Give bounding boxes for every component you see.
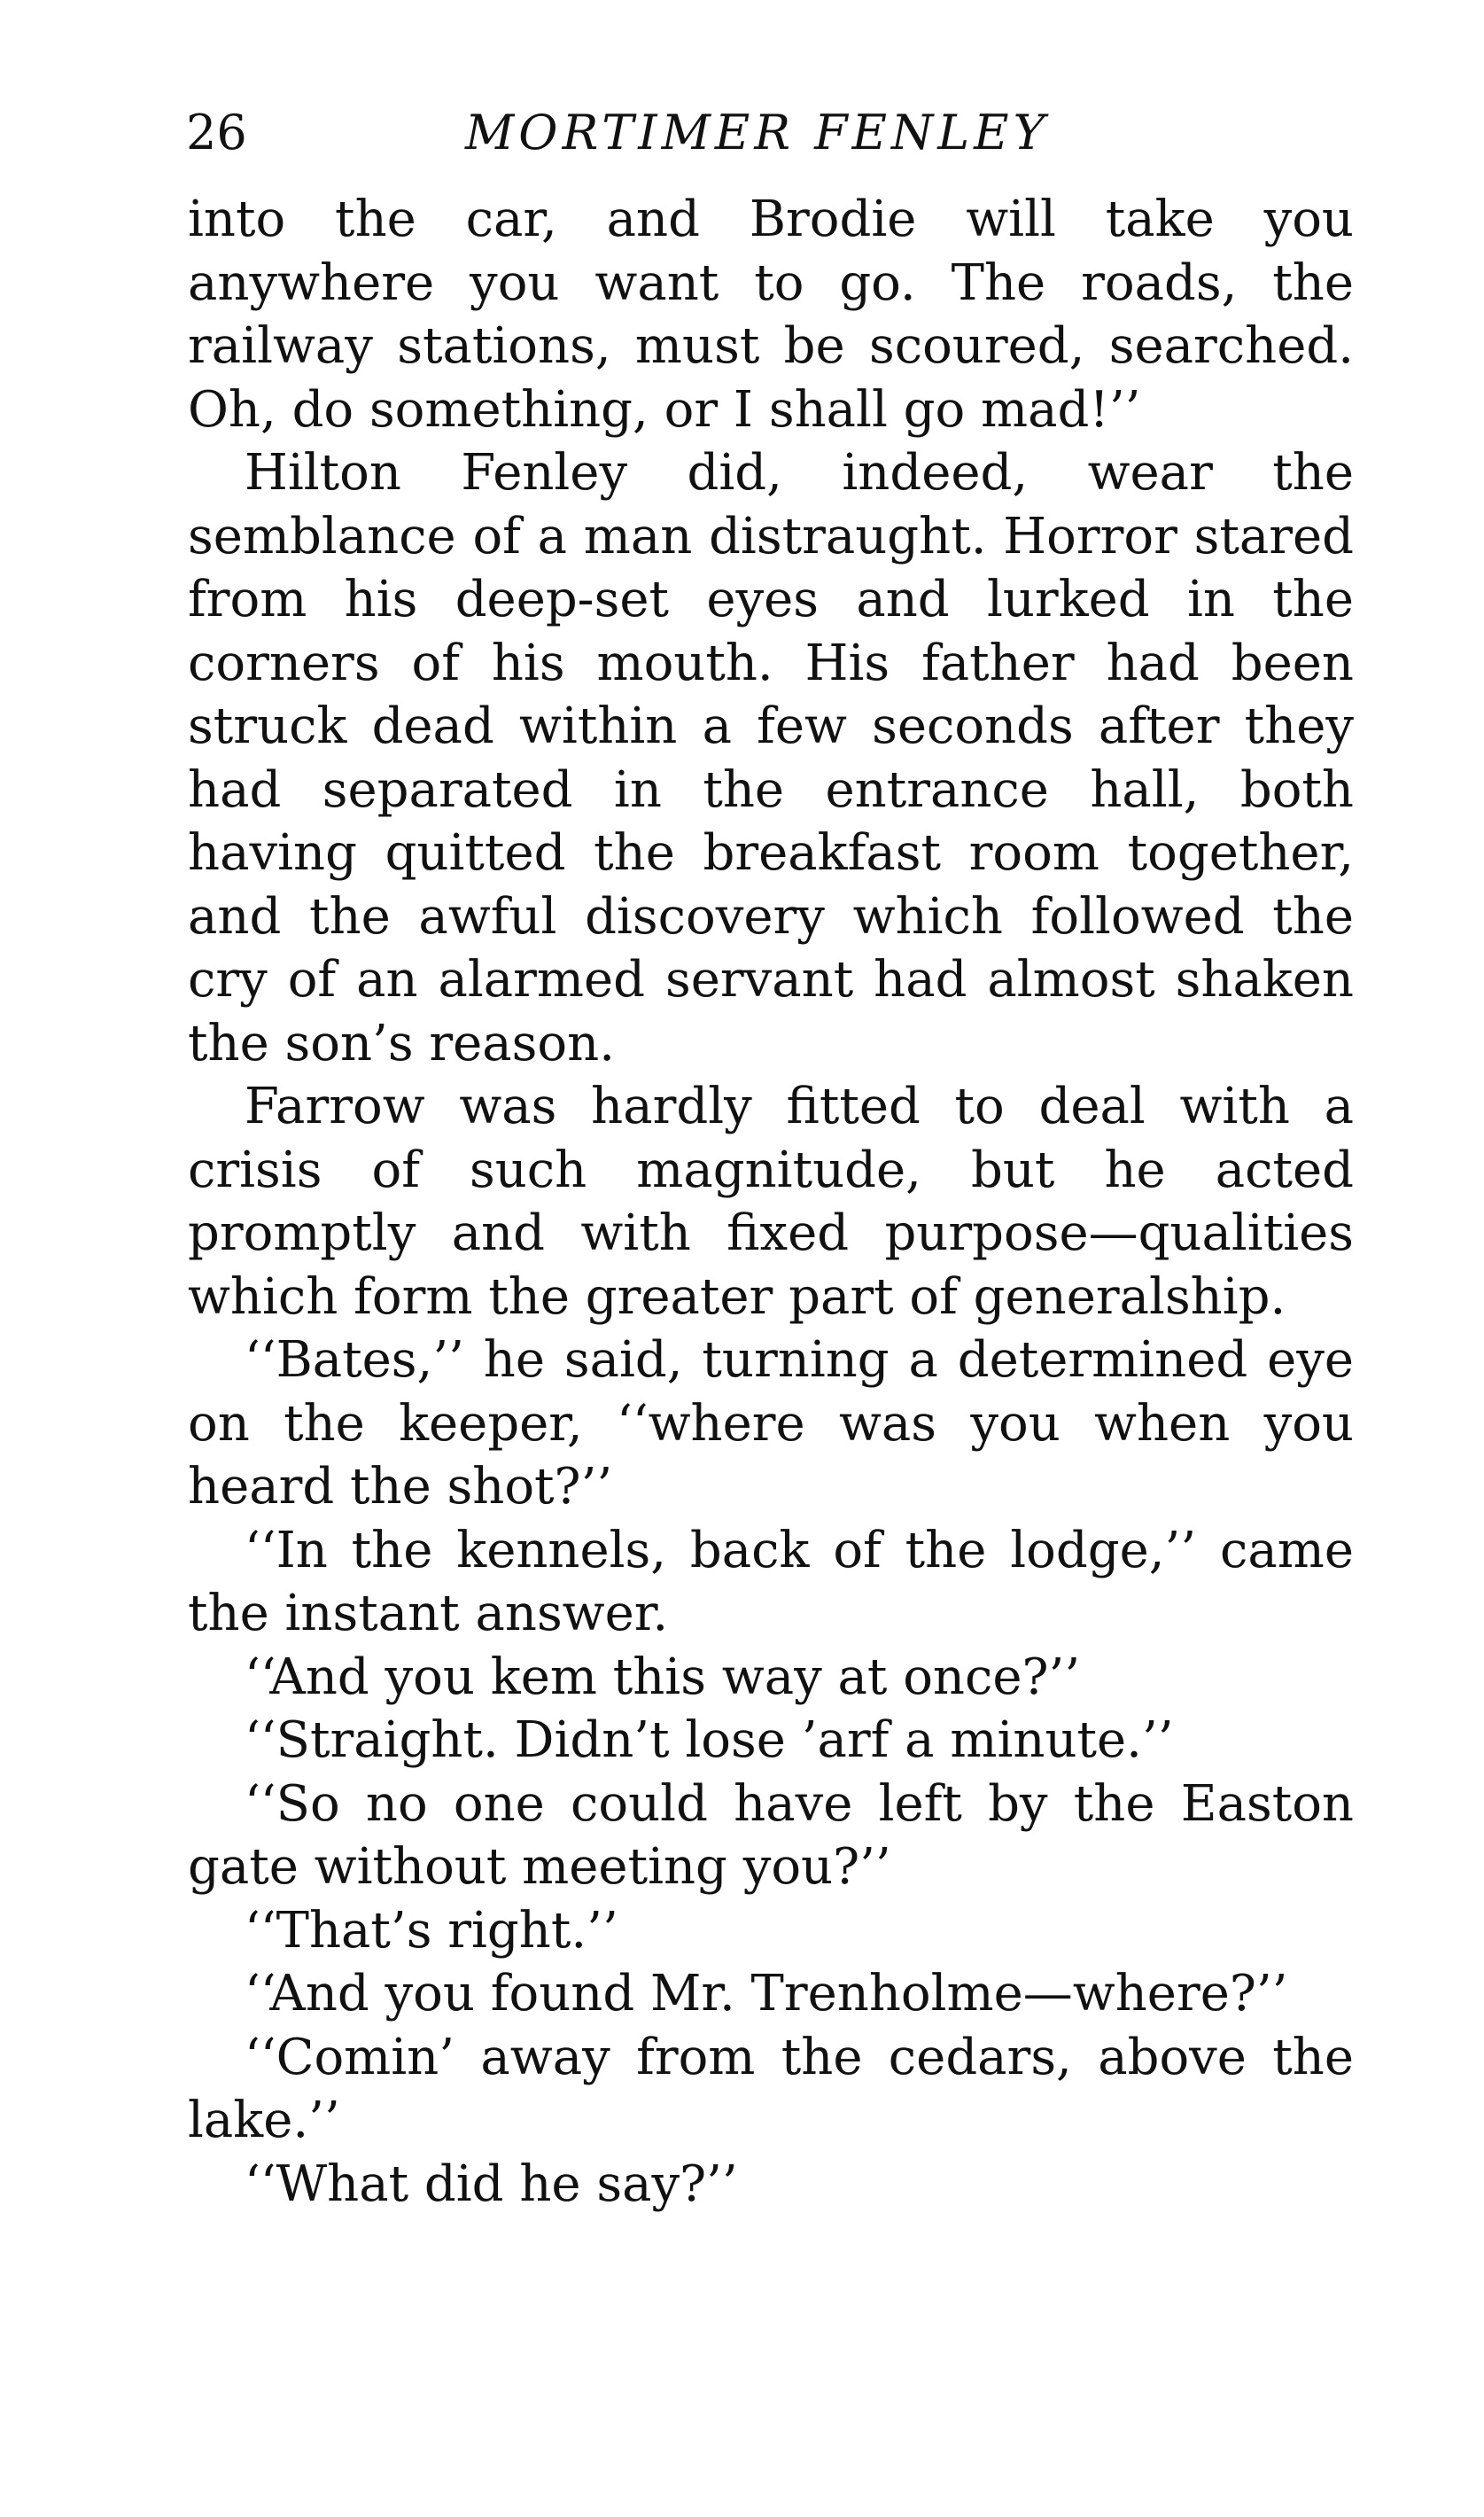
dialogue-paragraph: ‘‘In the kennels, back of the lodge,’’ came the instant answer. — [188, 1521, 1354, 1642]
paragraph-continued: into the car, and Brodie will take you anywhere you want to go. The roads, the railway stations, must be scoured, searched. Oh, do something, or I shall go mad!’’ — [188, 191, 1354, 439]
dialogue-paragraph: ‘‘Comin’ away from the cedars, above the lake.’’ — [188, 2028, 1354, 2149]
page-header — [186, 97, 1356, 168]
page-number: 26 — [186, 105, 247, 160]
paragraph: Farrow was hardly fitted to deal with a crisis of such magnitude, but he acted promptly and with fixed purpose—qualities which form the greater part of generalship. — [188, 1078, 1354, 1326]
dialogue-paragraph: ‘‘Bates,’’ he said, turning a determined eye on the keeper, ‘‘where was you when you heard the shot?’’ — [188, 1331, 1354, 1516]
body-text — [188, 188, 1354, 2216]
running-title: MORTIMER FENLEY — [465, 105, 1050, 160]
dialogue-paragraph: ‘‘That’s right.’’ — [245, 1901, 618, 1960]
dialogue-paragraph: ‘‘What did he say?’’ — [245, 2155, 738, 2213]
dialogue-paragraph: ‘‘And you kem this way at once?’’ — [245, 1648, 1081, 1706]
dialogue-paragraph: ‘‘Straight. Didn’t lose ’arf a minute.’’ — [245, 1711, 1174, 1769]
paragraph: Hilton Fenley did, indeed, wear the semblance of a man distraught. Horror stared from his deep-set eyes and lurked in the corners of his mouth. His father had been struck dead within a few seconds after they had separated in the entrance hall, both having quitted the breakfast room together, and the awful discovery which followed the cry of an alarmed servant had almost shaken the son’s reason. — [188, 444, 1354, 1072]
dialogue-paragraph: ‘‘And you found Mr. Trenholme—where?’’ — [245, 1965, 1288, 2022]
dialogue-paragraph: ‘‘So no one could have left by the Easton gate without meeting you?’’ — [188, 1774, 1354, 1896]
